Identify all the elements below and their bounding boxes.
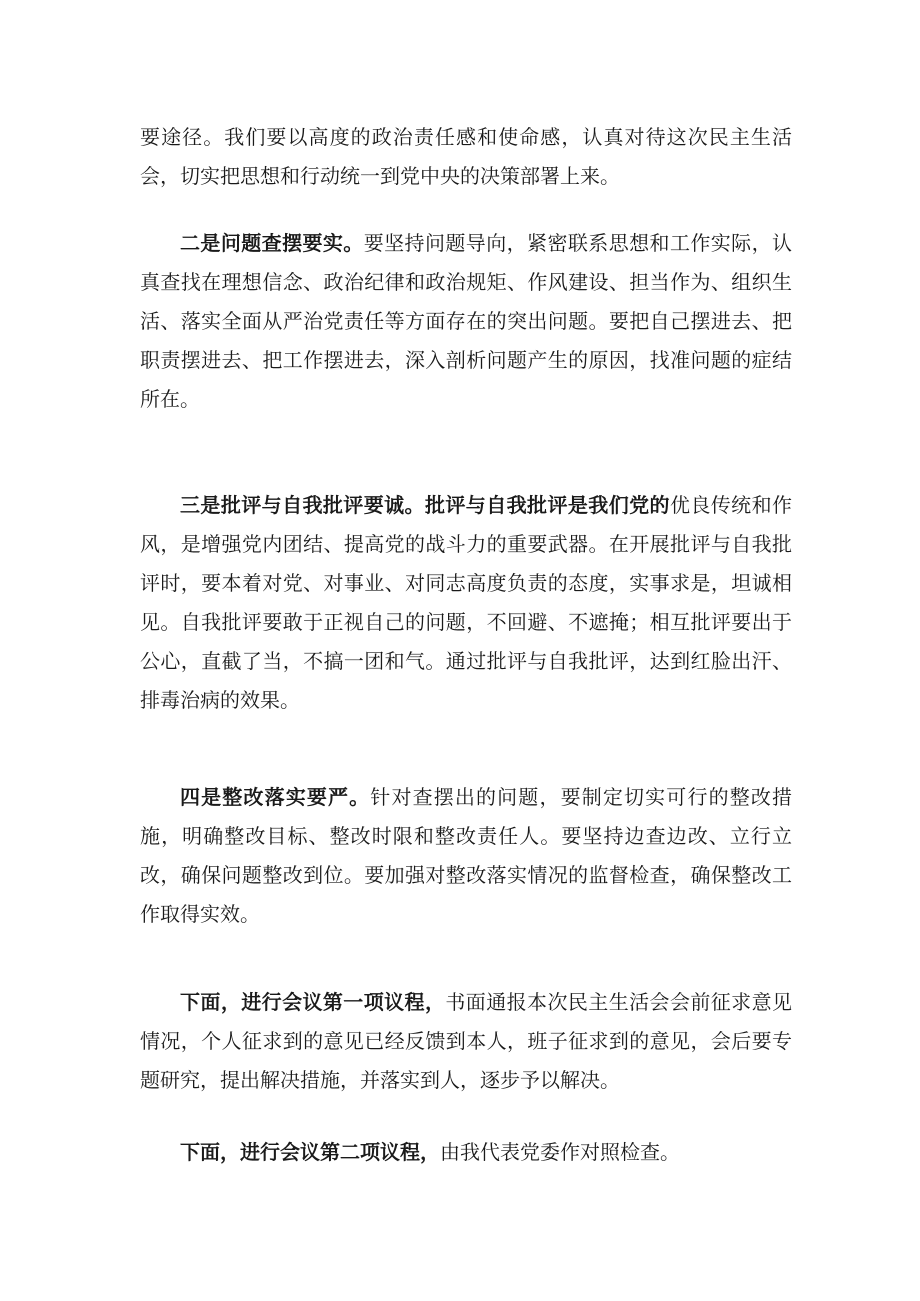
paragraph-heading: 二是问题查摆要实。 xyxy=(180,231,364,255)
paragraph-text: 书面通报本次民主生活会会前征求意见情况，个人征求到的意见已经反馈到本人，班子征求到的意见，会后要专题研究，提出解决措施，并落实到人，逐步予以解决。 xyxy=(140,990,793,1092)
paragraph-heading: 下面，进行会议第一项议程， xyxy=(180,990,446,1014)
paragraph-text: 要途径。我们要以高度的政治责任感和使命感，认真对待这次民主生活会，切实把思想和行动统一到党中央的决策部署上来。 xyxy=(140,125,792,188)
paragraph-rectification xyxy=(140,778,792,934)
paragraph-continuation xyxy=(140,118,792,196)
paragraph-agenda-two xyxy=(140,1133,792,1172)
paragraph-body xyxy=(140,224,792,419)
paragraph-text: 针对查摆出的问题，要制定切实可行的整改措施，明确整改目标、整改时限和整改责任人。要坚持边查边改、立行立改，确保问题整改到位。要加强对整改落实情况的监督检查，确保整改工作取得实效。 xyxy=(140,785,793,926)
paragraph-text: 由我代表党委作对照检查。 xyxy=(440,1140,680,1164)
paragraph-text: 优良传统和作风，是增强党内团结、提高党的战斗力的重要武器。在开展批评与自我批评时，要本着对党、对事业、对同志高度负责的态度，实事求是，坦诚相见。自我批评要敢于正视自己的问题，不回避、不遮掩；相互批评要出于公心，直截了当，不搞一团和气。通过批评与自我批评，达到红脸出汗、排毒治病的效果。 xyxy=(140,493,793,712)
paragraph-body xyxy=(140,983,792,1100)
paragraph-body xyxy=(140,778,792,934)
paragraph-body xyxy=(140,1133,792,1172)
paragraph-heading: 三是批评与自我批评要诚。批评与自我批评是我们党的 xyxy=(180,493,670,517)
paragraph-criticism xyxy=(140,486,792,720)
paragraph-problem-check xyxy=(140,224,792,419)
paragraph-heading: 四是整改落实要严。 xyxy=(180,785,371,809)
paragraph-agenda-one xyxy=(140,983,792,1100)
paragraph-text: 要坚持问题导向，紧密联系思想和工作实际，认真查找在理想信念、政治纪律和政治规矩、作风建设、担当作为、组织生活、落实全面从严治党责任等方面存在的突出问题。要把自己摆进去、把职责摆进去、把工作摆进去，深入剖析问题产生的原因，找准问题的症结所在。 xyxy=(140,231,793,411)
paragraph-heading: 下面，进行会议第二项议程， xyxy=(180,1140,440,1164)
paragraph-body xyxy=(140,486,792,720)
